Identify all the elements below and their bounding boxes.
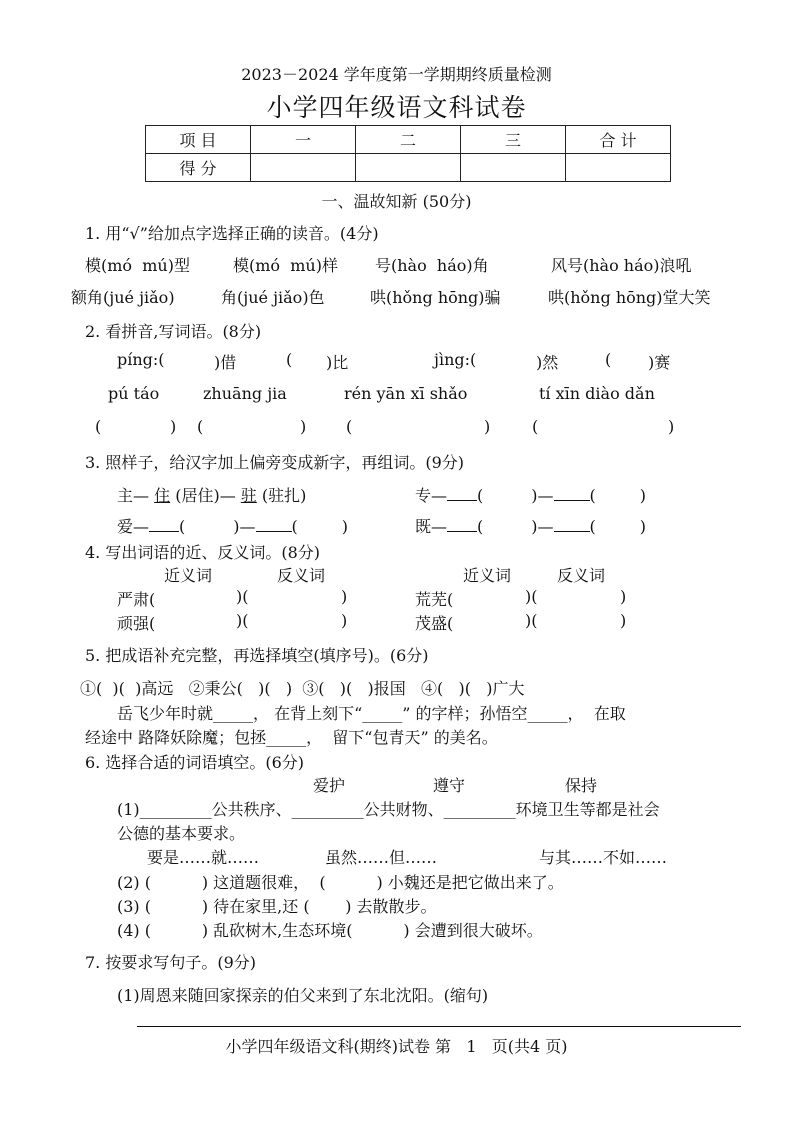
q2-item: píng:(: [117, 350, 165, 369]
footer-divider: [137, 1026, 741, 1027]
q1-item: 哄(hǒng hōng)堂大笑: [548, 288, 711, 307]
q6-sentence: (4) ( ) 乱砍树木,生态环境( ) 会遭到很大破坏。: [117, 921, 543, 940]
score-input-cell[interactable]: [356, 154, 461, 182]
q4-word: 荒芜(: [415, 590, 454, 609]
q3-paren: ): [341, 517, 349, 536]
score-table: [145, 125, 671, 182]
q4-word: 茂盛(: [415, 614, 454, 633]
q5-idioms: ①( )( )高远 ②秉公( )( ) ③( )( )报国 ④( )( )广大: [80, 679, 525, 698]
q3-example-new-char: 驻: [240, 486, 257, 505]
q1-item: 模(mó mú)样: [233, 256, 338, 275]
q6-conj-choice: 虽然……但……: [325, 848, 438, 867]
q2-pinyin: rén yān xī shǎo: [344, 384, 468, 403]
score-cell: 三: [461, 126, 566, 154]
score-input-cell[interactable]: [566, 154, 671, 182]
q3-paren: ): [639, 517, 647, 536]
q6-conj-choice: 与其……不如……: [539, 848, 668, 867]
q3-blank[interactable]: [554, 484, 590, 501]
score-input-cell[interactable]: [461, 154, 566, 182]
q4-column-header: 反义词: [557, 566, 606, 585]
q2-pinyin: pú táo: [108, 384, 160, 403]
q1-item: 角(jué jiǎo)色: [221, 288, 325, 307]
q1-item: 模(mó mú)型: [85, 256, 190, 275]
q2-answer-paren[interactable]: (: [532, 417, 539, 436]
q6-sentence: (2) ( ) 这道题很难， ( ) 小魏还是把它做出来了。: [117, 873, 564, 892]
q6-word-choice: 保持: [565, 776, 598, 795]
q4-paren[interactable]: )(: [525, 611, 538, 630]
q6-sentence: (1)_________公共秩序、_________公共财物、_________环境卫生等都是社会: [117, 800, 660, 819]
q6-word-choice: 爱护: [313, 776, 346, 795]
q4-column-header: 反义词: [277, 566, 326, 585]
q1-item: 风号(hào háo)浪吼: [551, 256, 692, 275]
q1-item: 额角(jué jiǎo): [71, 288, 175, 307]
q3-dash: )—: [531, 517, 554, 536]
exam-main-title: 小学四年级语文科试卷: [266, 93, 527, 122]
q5-fill-line: 经途中 路降妖除魔；包拯_____， 留下“包青天” 的美名。: [85, 728, 498, 747]
score-table-score-row: [146, 154, 671, 182]
score-cell: 项 目: [146, 126, 251, 154]
q1-item: 号(hào háo)角: [375, 256, 489, 275]
q3-paren: (: [477, 486, 484, 505]
q2-answer-paren[interactable]: (: [197, 417, 204, 436]
score-cell: 二: [356, 126, 461, 154]
q4-paren[interactable]: )(: [525, 587, 538, 606]
q3-paren: (: [589, 486, 596, 505]
exam-year-title: 2023－2024 学年度第一学期期终质量检测: [241, 65, 552, 84]
q3-item: [415, 483, 646, 506]
q3-example-word: (驻扎): [261, 486, 307, 505]
q3-dash: )—: [531, 486, 554, 505]
score-input-cell[interactable]: [251, 154, 356, 182]
question-3-title: 3. 照样子，给汉字加上偏旁变成新字，再组词。(9分): [85, 453, 465, 472]
q3-item: [117, 514, 348, 537]
q4-paren[interactable]: )(: [236, 611, 249, 630]
q3-paren: ): [639, 486, 647, 505]
q2-item: )然: [536, 353, 559, 372]
q3-blank[interactable]: [554, 515, 590, 532]
q3-item: [415, 514, 646, 537]
q2-answer-paren[interactable]: (: [346, 417, 353, 436]
q2-pinyin: zhuāng jia: [203, 384, 287, 403]
q3-example: [117, 483, 306, 506]
q4-word: 顽强(: [117, 614, 156, 633]
question-1-title: 1. 用“√”给加点字选择正确的读音。(4分): [85, 224, 379, 243]
q2-item: (: [286, 350, 293, 369]
q3-paren: (: [589, 517, 596, 536]
score-table-header-row: [146, 126, 671, 154]
q6-sentence: 公德的基本要求。: [117, 824, 246, 843]
q6-word-choice: 遵守: [433, 776, 466, 795]
q3-blank[interactable]: [256, 515, 292, 532]
q3-paren: (: [179, 517, 186, 536]
q3-blank[interactable]: [149, 515, 179, 532]
q1-item: 哄(hǒng hōng)骗: [370, 288, 501, 307]
q4-column-header: 近义词: [463, 566, 512, 585]
q4-paren[interactable]: ): [620, 611, 627, 630]
q6-conj-choice: 要是……就……: [147, 848, 260, 867]
score-cell: 得 分: [146, 154, 251, 182]
q3-base-char: 既—: [415, 517, 448, 536]
question-7-title: 7. 按要求写句子。(9分): [85, 953, 257, 972]
q2-item: )比: [326, 353, 349, 372]
q2-answer-paren[interactable]: ): [170, 417, 177, 436]
q3-base-char: 爱—: [117, 517, 150, 536]
q4-paren[interactable]: ): [341, 587, 348, 606]
q3-blank[interactable]: [447, 484, 477, 501]
q2-answer-paren[interactable]: (: [95, 417, 102, 436]
q4-paren[interactable]: ): [341, 611, 348, 630]
q3-base-char: 专—: [415, 486, 448, 505]
q6-sentence: (3) ( ) 待在家里,还 ( ) 去散散步。: [117, 897, 437, 916]
question-4-title: 4. 写出词语的近、反义词。(8分): [85, 543, 321, 562]
q4-paren[interactable]: ): [620, 587, 627, 606]
q4-column-header: 近义词: [164, 566, 213, 585]
q4-paren[interactable]: )(: [236, 587, 249, 606]
q5-fill-line: 岳飞少年时就_____， 在背上刻下“_____” 的字样；孙悟空_____， 在取: [117, 704, 626, 723]
score-cell: 合 计: [566, 126, 671, 154]
q3-dash: )—: [233, 517, 256, 536]
q3-example-base: 主—: [117, 486, 150, 505]
q2-answer-paren[interactable]: ): [668, 417, 675, 436]
question-6-title: 6. 选择合适的词语填空。(6分): [85, 753, 305, 772]
q2-answer-paren[interactable]: ): [300, 417, 307, 436]
q3-example-word: (居住)—: [175, 486, 236, 505]
q4-word: 严肃(: [117, 590, 156, 609]
q2-pinyin: tí xīn diào dǎn: [539, 384, 655, 403]
q2-item: jìng:(: [434, 350, 477, 369]
score-cell: 一: [251, 126, 356, 154]
q7-sentence: (1)周恩来随回家探亲的伯父来到了东北沈阳。(缩句): [117, 986, 489, 1005]
question-2-title: 2. 看拼音,写词语。(8分): [85, 322, 262, 341]
section-title: 一、温故知新 (50分): [321, 192, 472, 211]
q2-item: )赛: [648, 353, 671, 372]
q2-item: )借: [214, 353, 237, 372]
question-5-title: 5. 把成语补充完整，再选择填空(填序号)。(6分): [85, 646, 429, 665]
q2-answer-paren[interactable]: ): [484, 417, 491, 436]
q3-blank[interactable]: [447, 515, 477, 532]
q3-paren: (: [291, 517, 298, 536]
q3-paren: (: [477, 517, 484, 536]
q2-item: (: [605, 350, 612, 369]
q3-example-new-char: 住: [154, 486, 171, 505]
page-footer: 小学四年级语文科(期终)试卷 第 1 页(共4 页): [225, 1037, 568, 1056]
